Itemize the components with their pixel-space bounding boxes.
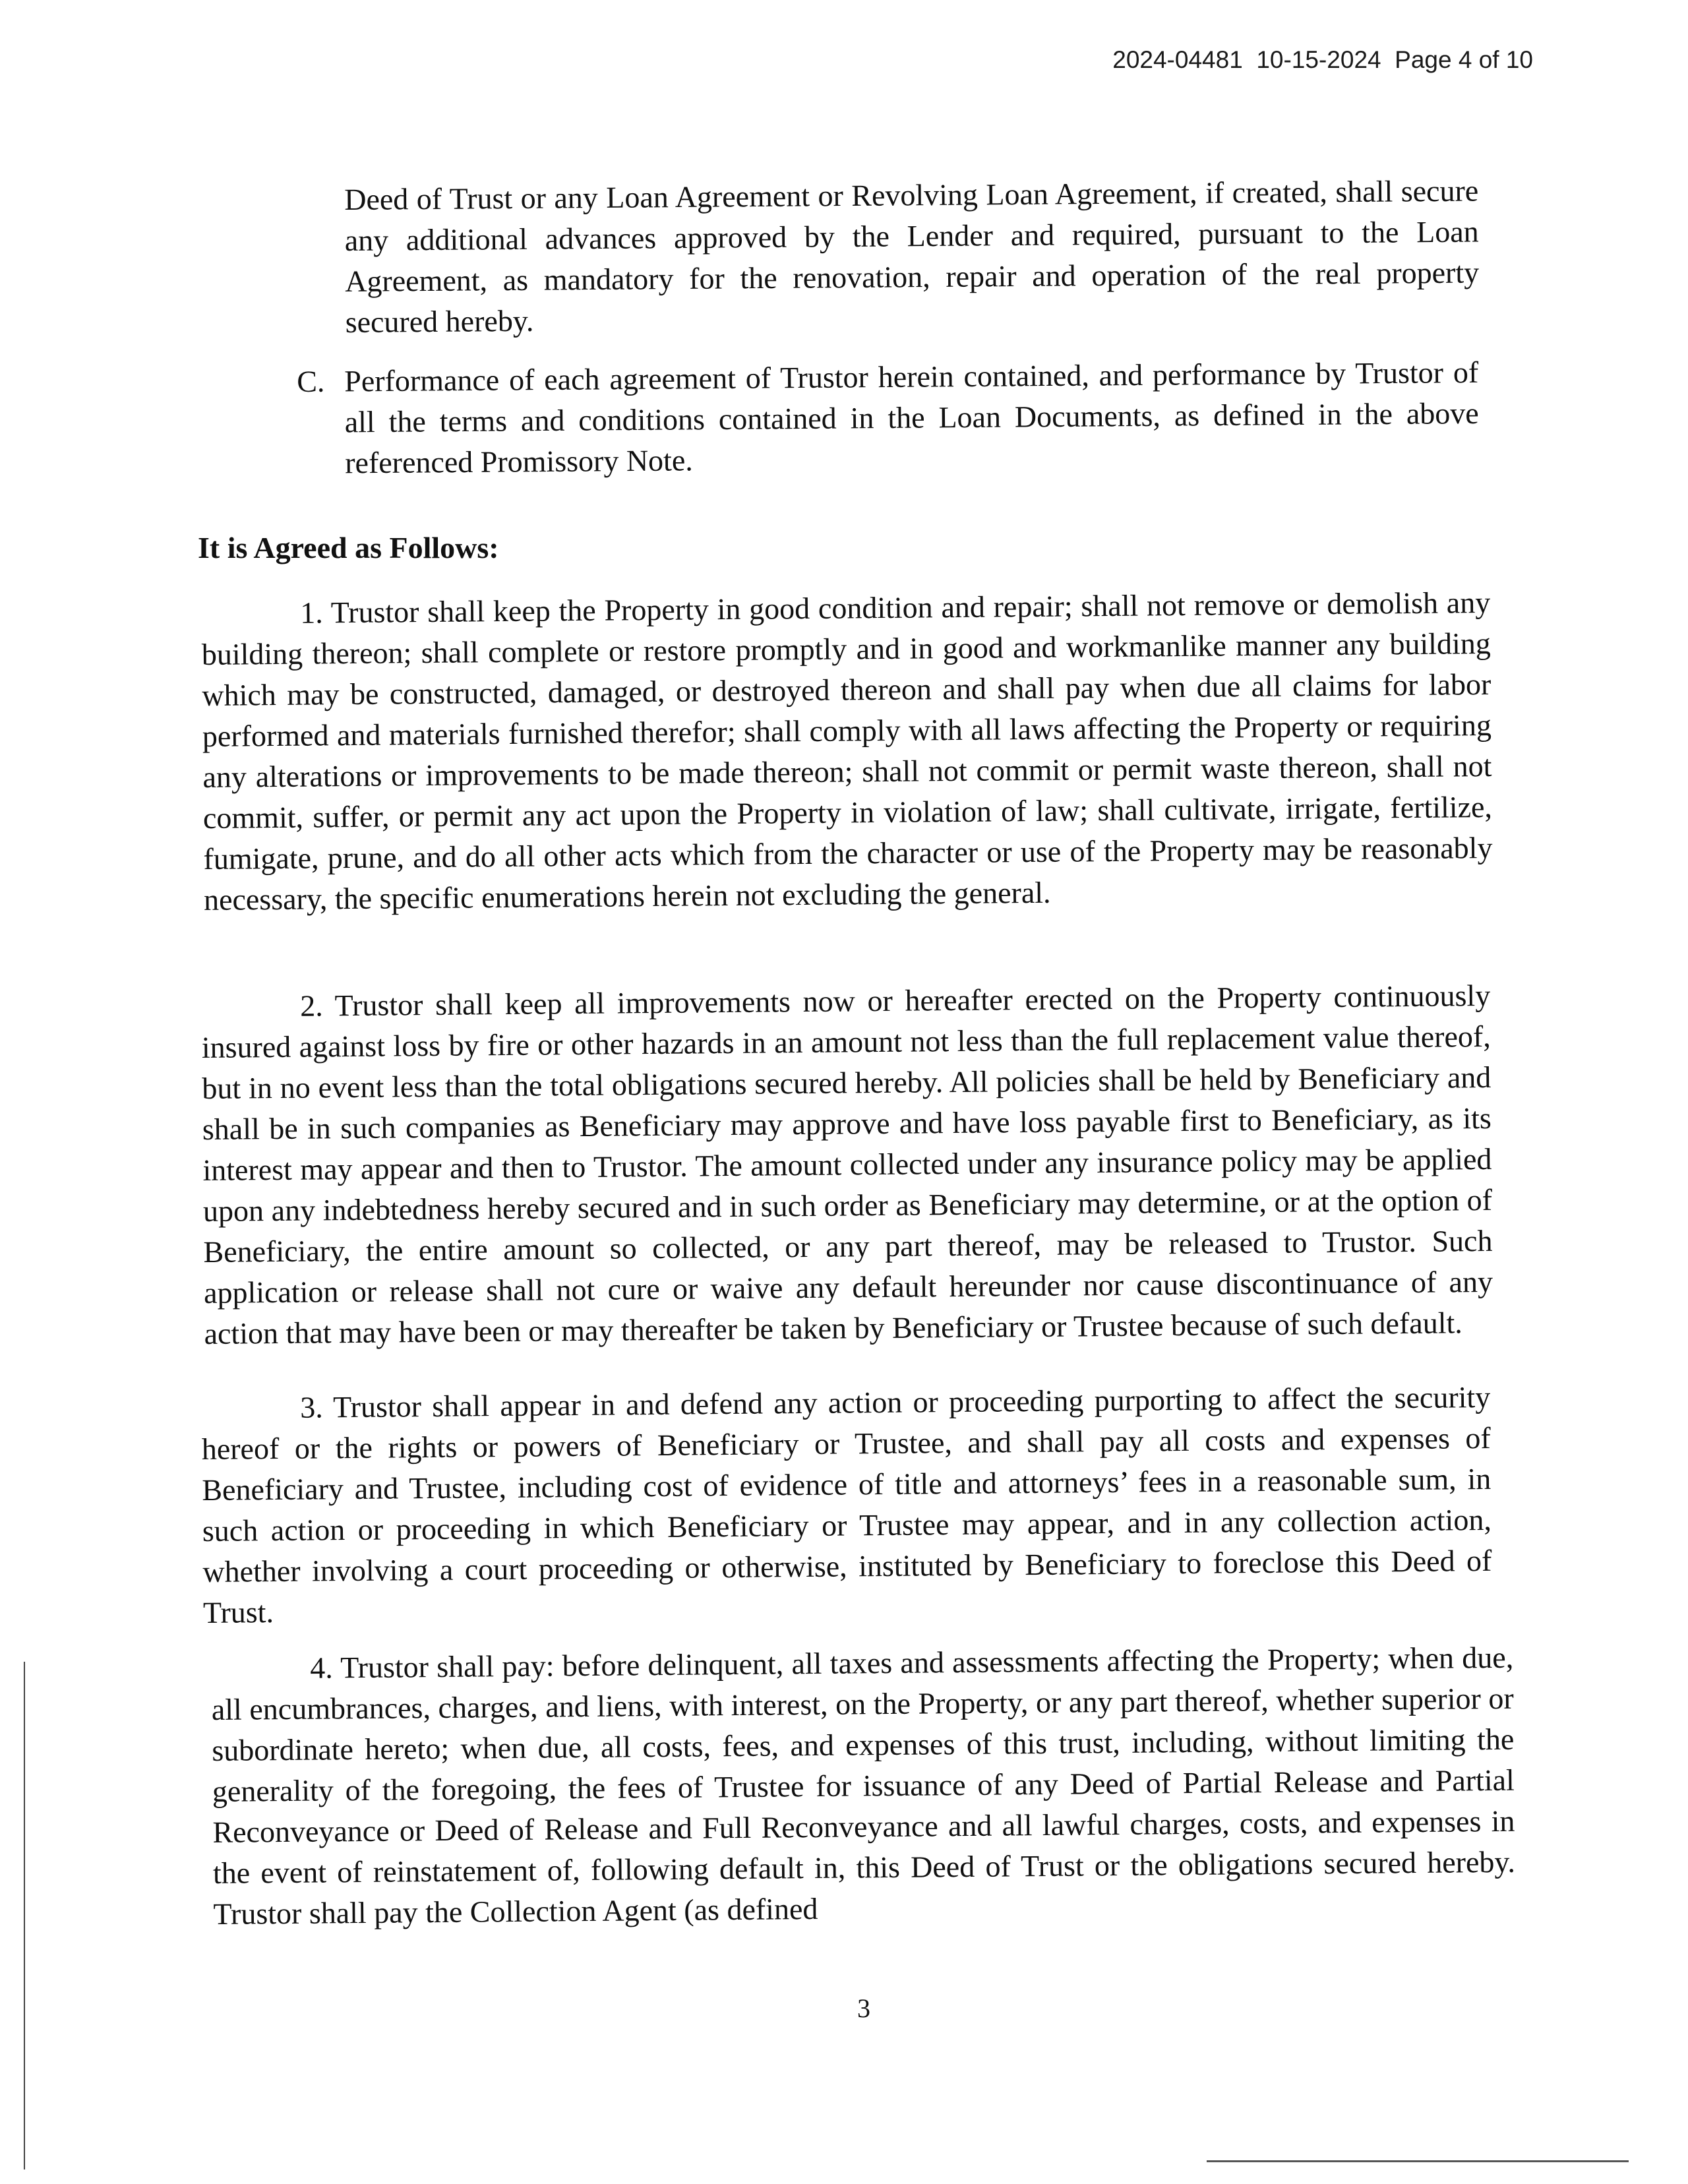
paragraph-4: 4. Trustor shall pay: before delinquent, all taxes and assessments affecting the Property; when due, all encumbrances, charges, and liens, with interest, on the Property, or any part thereof, whether superior or subordinate hereto; when due, all costs, fees, and expenses of this trust, including, without limiting the generality of the foregoing, the fees of Trustee for issuance of any Deed of Partial Release and Partial Reconveyance or Deed of Release and Full Reconveyance and all lawful charges, costs, and expenses in the event of reinstatement of, following default in, this Deed of Trust or the obligations secured hereby. Trustor shall pay the Collection Agent (as defined bbox=[211, 1640, 1516, 1931]
paragraph-3: 3. Trustor shall appear in and defend any action or proceeding purporting to affect the security hereof or the rights or powers of Beneficiary or Trustee, and shall pay all costs and expenses of Beneficiary and Trustee, including cost of evidence of title and attorneys’ fees in a reasonable sum, in such action or proceeding in which Beneficiary or Trustee may appear, and in any collection action, whether involving a court proceeding or otherwise, instituted by Beneficiary to foreclose this Deed of Trust. bbox=[201, 1380, 1492, 1629]
paragraph-1: 1. Trustor shall keep the Property in good condition and repair; shall not remove or demolish any building thereon; shall complete or restore promptly and in good and workmanlike manner any building which may be constructed, damaged, or destroyed thereon and shall pay when due all claims for labor performed and materials furnished therefor; shall comply with all laws affecting the Property or requiring any alterations or improvements to be made thereon; shall not commit or permit waste thereon, shall not commit, suffer, or permit any act upon the Property in violation of law; shall cultivate, irrigate, fertilize, fumigate, prune, and do all other acts which from the character or use of the Property may be reasonably necessary, the specific enumerations herein not excluding the general. bbox=[201, 585, 1493, 917]
paragraph-2: 2. Trustor shall keep all improvements now or hereafter erected on the Property continuously insured against loss by fire or other hazards in an amount not less than the full replacement value thereof, but in no event less than the total obligations secured hereby. All policies shall be held by Beneficiary and shall be in such companies as Beneficiary may approve and have loss payable first to Beneficiary, as its interest may appear and then to Trustor. The amount collected under any insurance policy may be applied upon any indebtedness hereby secured and in such order as Beneficiary may determine, or at the option of Beneficiary, the entire amount so collected, or any part thereof, may be released to Trustor. Such application or release shall not cure or waive any default hereunder nor cause discontinuance of any action that may have been or may thereafter be taken by Beneficiary or Trustee because of such default. bbox=[201, 978, 1493, 1350]
item-c-text: Performance of each agreement of Trustor herein contained, and performance by Trustor of all the terms and conditions contained in the Loan Documents, as defined in the above referenced Promissory Note. bbox=[344, 355, 1479, 480]
page-number: 3 bbox=[857, 1993, 870, 2023]
scan-margin-line bbox=[24, 1662, 25, 2169]
item-c-label: C. bbox=[297, 364, 325, 398]
section-heading: It is Agreed as Follows: bbox=[198, 531, 499, 564]
bottom-rule bbox=[1207, 2160, 1629, 2162]
recording-stamp: 2024-04481 10-15-2024 Page 4 of 10 bbox=[1112, 46, 1533, 73]
item-c-paragraph bbox=[297, 352, 1479, 484]
continuation-paragraph: Deed of Trust or any Loan Agreement or Revolving Loan Agreement, if created, shall secure any additional advances approved by the Lender and required, pursuant to the Loan Agreement, as mandatory for the renovation, repair and operation of the real property secured hereby. bbox=[344, 173, 1480, 339]
